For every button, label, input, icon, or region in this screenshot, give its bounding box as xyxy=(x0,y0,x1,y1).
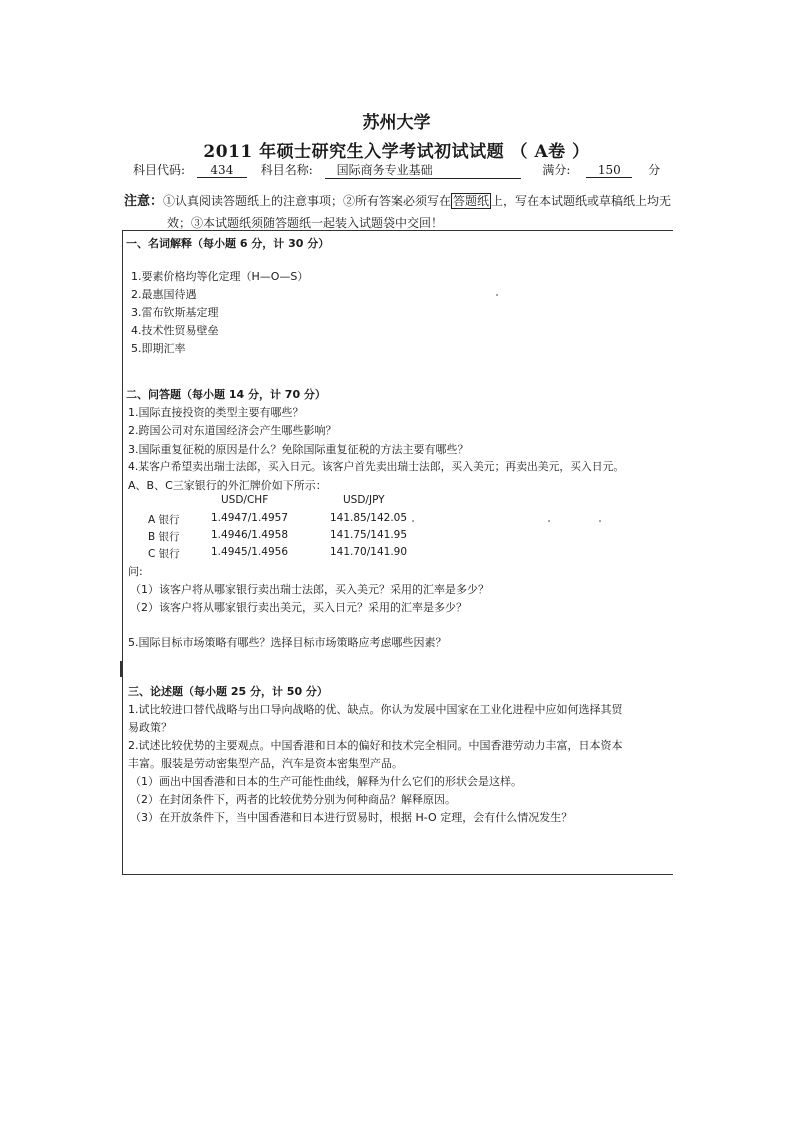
full-score-label: 满分: xyxy=(542,163,571,177)
section-1-heading: 一、名词解释（每小题 6 分，计 30 分） xyxy=(126,237,330,250)
scan-speck xyxy=(548,520,550,522)
frame-left-border xyxy=(122,230,123,874)
s2-subquestion-2: （2）该客户将从哪家银行卖出美元，买入日元？采用的汇率是多少？ xyxy=(130,601,467,614)
full-score-unit: 分 xyxy=(648,163,661,177)
answer-sheet-boxed: 答题纸 xyxy=(453,194,490,208)
exam-info-line xyxy=(133,161,660,179)
subject-name-value: 国际商务专业基础 xyxy=(325,161,521,179)
s2-question-2: 2.跨国公司对东道国经济会产生哪些影响？ xyxy=(128,424,337,437)
s3-subquestion-2: （2）在封闭条件下，两者的比较优势分别为何种商品？解释原因。 xyxy=(130,793,456,806)
notice-text-a: ①认真阅读答题纸上的注意事项；②所有答案必须写在 xyxy=(163,194,452,208)
s2-question-4-line-1: 4.某客户希望卖出瑞士法郎，买入日元。该客户首先卖出瑞士法郎，买入美元；再卖出美元，买入日元。 xyxy=(128,460,625,473)
s3-question-2-line-1: 2.试述比较优势的主要观点。中国香港和日本的偏好和技术完全相同。中国香港劳动力丰富，日本资本 xyxy=(128,739,623,752)
s1-item-4: 4.技术性贸易壁垒 xyxy=(131,324,219,337)
fx-row-b-usd-jpy: 141.75/141.95 xyxy=(330,529,408,541)
full-score-value: 150 xyxy=(586,163,632,178)
notice-text-b: 上，写在本试题纸或草稿纸上均无 xyxy=(491,194,672,208)
s1-item-5: 5.即期汇率 xyxy=(131,342,186,355)
exam-title: 2011 年硕士研究生入学考试初试试题 （ A卷 ） xyxy=(203,142,590,162)
scan-speck xyxy=(599,520,601,522)
notice-prefix: 注意： xyxy=(124,194,164,209)
s1-item-2: 2.最惠国待遇 xyxy=(131,288,197,301)
fx-row-b-usd-chf: 1.4946/1.4958 xyxy=(211,529,289,541)
s2-question-5: 5.国际目标市场策略有哪些？选择目标市场策略应考虑哪些因素？ xyxy=(128,636,447,649)
fx-table-header-usd-chf: USD/CHF xyxy=(221,494,269,506)
scan-speck xyxy=(412,520,414,522)
fx-row-a-bank: A 银行 xyxy=(148,514,180,526)
s2-subquestion-1: （1）该客户将从哪家银行卖出瑞士法郎，买入美元？采用的汇率是多少？ xyxy=(130,583,489,596)
s3-question-1-line-1: 1.试比较进口替代战略与出口导向战略的优、缺点。你认为发展中国家在工业化进程中应如何选择其贸 xyxy=(128,703,623,716)
section-3-heading: 三、论述题（每小题 25 分，计 50 分） xyxy=(128,685,328,698)
fx-row-c-bank: C 银行 xyxy=(148,548,180,560)
s1-item-1: 1.要素价格均等化定理（H—O—S） xyxy=(131,270,309,283)
s2-question-1: 1.国际直接投资的类型主要有哪些？ xyxy=(128,406,304,419)
university-title: 苏州大学 xyxy=(362,113,431,133)
scan-speck xyxy=(496,294,498,296)
fx-row-a-usd-jpy: 141.85/142.05 xyxy=(330,512,408,524)
s1-item-3: 3.雷布钦斯基定理 xyxy=(131,306,219,319)
subject-code-value: 434 xyxy=(197,163,247,178)
section-2-heading: 二、问答题（每小题 14 分，计 70 分） xyxy=(126,388,326,401)
s3-subquestion-1: （1）画出中国香港和日本的生产可能性曲线，解释为什么它们的形状会是这样。 xyxy=(130,775,522,788)
s2-question-4-line-2: A、B、C三家银行的外汇牌价如下所示： xyxy=(128,479,327,492)
frame-left-mark xyxy=(120,661,122,677)
s2-question-3: 3.国际重复征税的原因是什么？免除国际重复征税的方法主要有哪些？ xyxy=(128,443,469,456)
s3-question-1-line-2: 易政策？ xyxy=(128,721,172,734)
fx-row-c-usd-jpy: 141.70/141.90 xyxy=(330,546,408,558)
s2-ask-label: 问: xyxy=(128,565,143,578)
subject-name-label: 科目名称: xyxy=(260,163,313,177)
fx-row-a-usd-chf: 1.4947/1.4957 xyxy=(211,512,289,524)
notice-line-2: 效；③本试题纸须随答题纸一起装入试题袋中交回！ xyxy=(167,216,444,230)
fx-row-c-usd-chf: 1.4945/1.4956 xyxy=(211,546,289,558)
notice-line-1 xyxy=(124,190,671,209)
fx-row-b-bank: B 银行 xyxy=(148,531,180,543)
frame-bottom-border xyxy=(122,874,673,875)
s3-question-2-line-2: 丰富。服装是劳动密集型产品，汽车是资本密集型产品。 xyxy=(128,757,403,770)
fx-table-header-usd-jpy: USD/JPY xyxy=(343,494,385,506)
frame-top-border xyxy=(122,230,673,231)
subject-code-label: 科目代码: xyxy=(133,163,186,177)
s3-subquestion-3: （3）在开放条件下，当中国香港和日本进行贸易时，根据 H-O 定理，会有什么情况发生？ xyxy=(130,811,573,824)
